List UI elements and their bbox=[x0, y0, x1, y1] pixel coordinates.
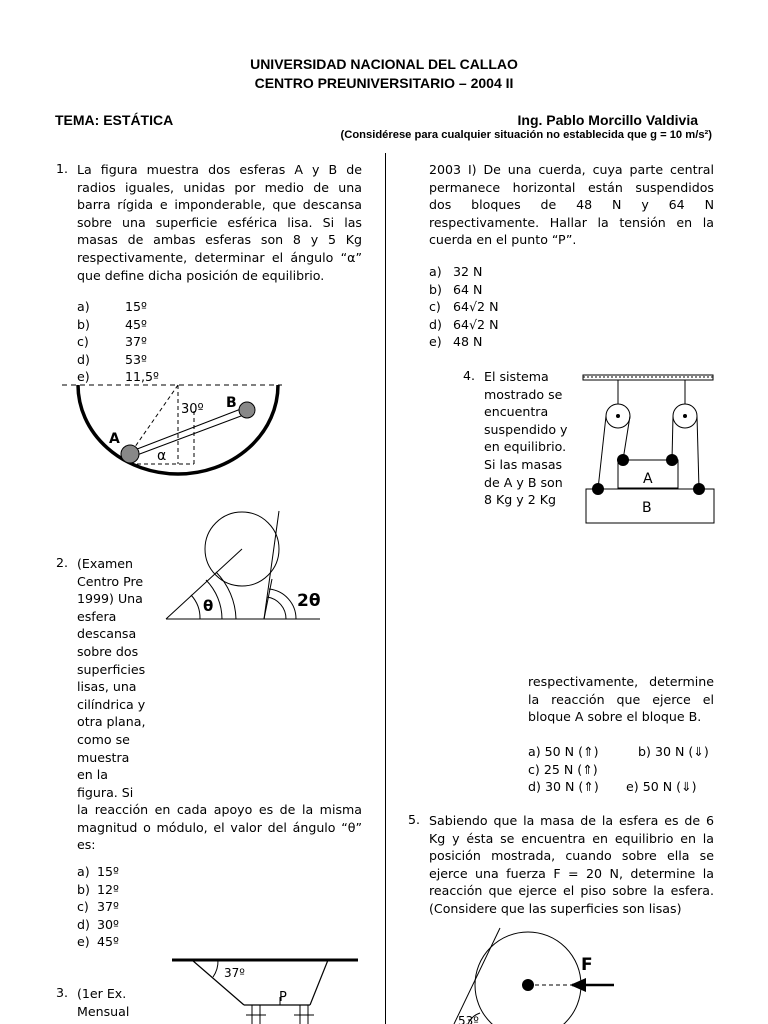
q4-line-4: suspendido y bbox=[484, 421, 568, 437]
q3-fig-angle: 37º bbox=[224, 966, 245, 980]
q2-opt-a-value: 15º bbox=[97, 864, 119, 879]
q4-line-6: Si las masas bbox=[484, 456, 563, 472]
q2-narrow-text bbox=[77, 555, 149, 801]
author: Ing. Pablo Morcillo Valdivia bbox=[517, 112, 698, 128]
q4-opt-c-value: 25 N (⇑) bbox=[543, 761, 598, 777]
q2-opt-e-letter: e) bbox=[77, 934, 90, 950]
q3-opt-b-value: 64 N bbox=[453, 281, 483, 297]
q5-number: 5. bbox=[408, 812, 421, 827]
title-line-1: UNIVERSIDAD NACIONAL DEL CALLAO bbox=[250, 56, 518, 72]
q2-line-11: como se bbox=[77, 731, 130, 747]
q1-text: La figura muestra dos esferas A y B de radios iguales, unidas por medio de una barra rígida e imponderable, que descansa sobre una superficie esférica lisa. Si las masas de ambas esferas son 8 y 5 Kg respectivamente, determinar el ángulo “α” que define dicha posición de equilibrio. bbox=[77, 162, 362, 283]
q2-line-6: sobre dos bbox=[77, 643, 139, 659]
q4-line-7: de A y B son bbox=[484, 474, 563, 490]
q3-opt-d-letter: d) bbox=[429, 316, 442, 332]
q4-narrow-text bbox=[484, 368, 576, 509]
q2-line-7: superficies bbox=[77, 661, 146, 677]
q4-opt-a-value: 50 N (⇑) bbox=[544, 744, 599, 759]
q4-opt-d-letter: d) bbox=[528, 779, 541, 795]
q2-line-5: descansa bbox=[77, 626, 137, 642]
q3-number: 3. bbox=[56, 985, 69, 1000]
q1-options bbox=[77, 298, 197, 386]
q4-opt-a-letter: a) bbox=[528, 744, 541, 759]
q2-line-4: esfera bbox=[77, 608, 117, 624]
q3-opt-e-value: 48 N bbox=[453, 334, 483, 350]
q4-opt-e-value: 50 N (⇓) bbox=[642, 779, 697, 795]
q2-opt-d-value: 30º bbox=[97, 916, 119, 932]
q2-opt-b-value: 12º bbox=[97, 881, 119, 897]
q1-fig-label-b: B bbox=[226, 395, 237, 411]
q3-opt-a-value: 32 N bbox=[453, 264, 483, 279]
q1-opt-d-value: 53º bbox=[125, 351, 147, 367]
q3-options bbox=[429, 263, 549, 351]
q4-opt-b-letter: b) bbox=[638, 744, 651, 759]
q1-opt-e-value: 11,5º bbox=[125, 369, 159, 385]
q1-fig-alpha: α bbox=[157, 448, 167, 464]
q1-opt-c-value: 37º bbox=[125, 334, 147, 350]
q5-fig-force: F bbox=[581, 955, 593, 975]
q2-options bbox=[77, 863, 197, 951]
q4-number: 4. bbox=[463, 368, 476, 383]
q1-opt-a-value: 15º bbox=[125, 299, 147, 314]
q2-fig-two-theta: 2θ bbox=[297, 591, 321, 611]
q2-line-12: muestra bbox=[77, 749, 130, 765]
q3-line-1: (1er Ex. bbox=[77, 986, 127, 1001]
q2-opt-c-letter: c) bbox=[77, 899, 89, 915]
q4-opt-b-value: 30 N (⇓) bbox=[654, 744, 709, 759]
q4-line-2: mostrado se bbox=[484, 386, 563, 402]
q1-fig-label-a: A bbox=[109, 431, 120, 447]
q4-line-1: El sistema bbox=[484, 369, 549, 384]
q4-opt-e-letter: e) bbox=[626, 779, 639, 795]
q3-opt-d-value: 64√2 N bbox=[453, 316, 499, 332]
q2-opt-b-letter: b) bbox=[77, 881, 90, 897]
q3-opt-c-letter: c) bbox=[429, 299, 441, 315]
q5-fig-angle: 53º bbox=[458, 1014, 479, 1024]
q2-opt-c-value: 37º bbox=[97, 899, 119, 915]
q3-opt-c-value: 64√2 N bbox=[453, 299, 499, 315]
q1-opt-a-letter: a) bbox=[77, 299, 90, 314]
q1-opt-b-letter: b) bbox=[77, 316, 90, 332]
q1-opt-c-letter: c) bbox=[77, 334, 89, 350]
q1-figure bbox=[60, 378, 285, 480]
q2-figure bbox=[160, 505, 330, 625]
q4-opt-d-value: 30 N (⇑) bbox=[544, 779, 599, 795]
q4-line-8: 8 Kg y 2 Kg bbox=[484, 492, 556, 508]
q1-number: 1. bbox=[56, 161, 69, 176]
q3-narrow-text bbox=[77, 985, 159, 1020]
q3-opt-a-letter: a) bbox=[429, 264, 442, 279]
q5-figure bbox=[440, 925, 620, 1024]
q4-text-rest: respectivamente, determine la reacción que ejerce el bloque A sobre el bloque B. bbox=[528, 674, 714, 725]
q4-line-3: encuentra bbox=[484, 404, 549, 420]
q4-options bbox=[528, 743, 718, 796]
topic: TEMA: ESTÁTICA bbox=[55, 112, 174, 128]
q3-text-cont: 2003 I) De una cuerda, cuya parte central permanece horizontal están suspendidos dos bloques de 48 N y 64 N respectivamente. Hallar la tensión en la cuerda en el punto “P”. bbox=[429, 162, 714, 248]
q2-opt-a-letter: a) bbox=[77, 864, 90, 879]
gravity-note: (Considérese para cualquier situación no establecida que g = 10 m/s²) bbox=[340, 129, 712, 141]
q5-text: Sabiendo que la masa de la esfera es de 6 Kg y ésta se encuentra en equilibrio en la posición mostrada, cuando sobre ella se ejerce una fuerza F = 20 N, determine la reacción que ejerce el piso sobre la esfera. (Considere que las superficies son lisas) bbox=[429, 813, 714, 916]
q4-line-5: en equilibrio. bbox=[484, 439, 567, 455]
q2-line-14: figura. Si bbox=[77, 784, 134, 800]
q2-line-8: lisas, una bbox=[77, 679, 137, 695]
q3-figure bbox=[170, 955, 360, 1024]
q2-number: 2. bbox=[56, 555, 69, 570]
q3-opt-e-letter: e) bbox=[429, 334, 442, 350]
q1-opt-e-letter: e) bbox=[77, 369, 90, 385]
q2-line-13: en la bbox=[77, 767, 108, 783]
q4-opt-c-letter: c) bbox=[528, 761, 540, 777]
q2-line-3: 1999) Una bbox=[77, 591, 143, 607]
q1-opt-d-letter: d) bbox=[77, 351, 90, 367]
q4-fig-label-a: A bbox=[643, 471, 653, 487]
q3-fig-point: P bbox=[279, 990, 287, 1005]
q4-figure bbox=[580, 370, 720, 528]
q2-fig-theta: θ bbox=[203, 597, 214, 615]
q3-opt-b-letter: b) bbox=[429, 281, 442, 297]
q2-line-1: (Examen bbox=[77, 556, 134, 571]
q2-line-9: cilíndrica y bbox=[77, 696, 146, 712]
q2-opt-e-value: 45º bbox=[97, 934, 119, 950]
q1-opt-b-value: 45º bbox=[125, 316, 147, 332]
column-divider bbox=[385, 153, 386, 1024]
q2-opt-d-letter: d) bbox=[77, 916, 90, 932]
q3-line-2: Mensual bbox=[77, 1003, 130, 1019]
q2-line-10: otra plana, bbox=[77, 714, 146, 730]
q1-fig-angle: 30º bbox=[181, 402, 204, 417]
q2-text-rest: la reacción en cada apoyo es de la misma magnitud o módulo, el valor del ángulo “θ” es: bbox=[77, 802, 362, 853]
title-line-2: CENTRO PREUNIVERSITARIO – 2004 II bbox=[254, 75, 514, 91]
q2-line-2: Centro Pre bbox=[77, 573, 144, 589]
q4-fig-label-b: B bbox=[642, 500, 652, 516]
